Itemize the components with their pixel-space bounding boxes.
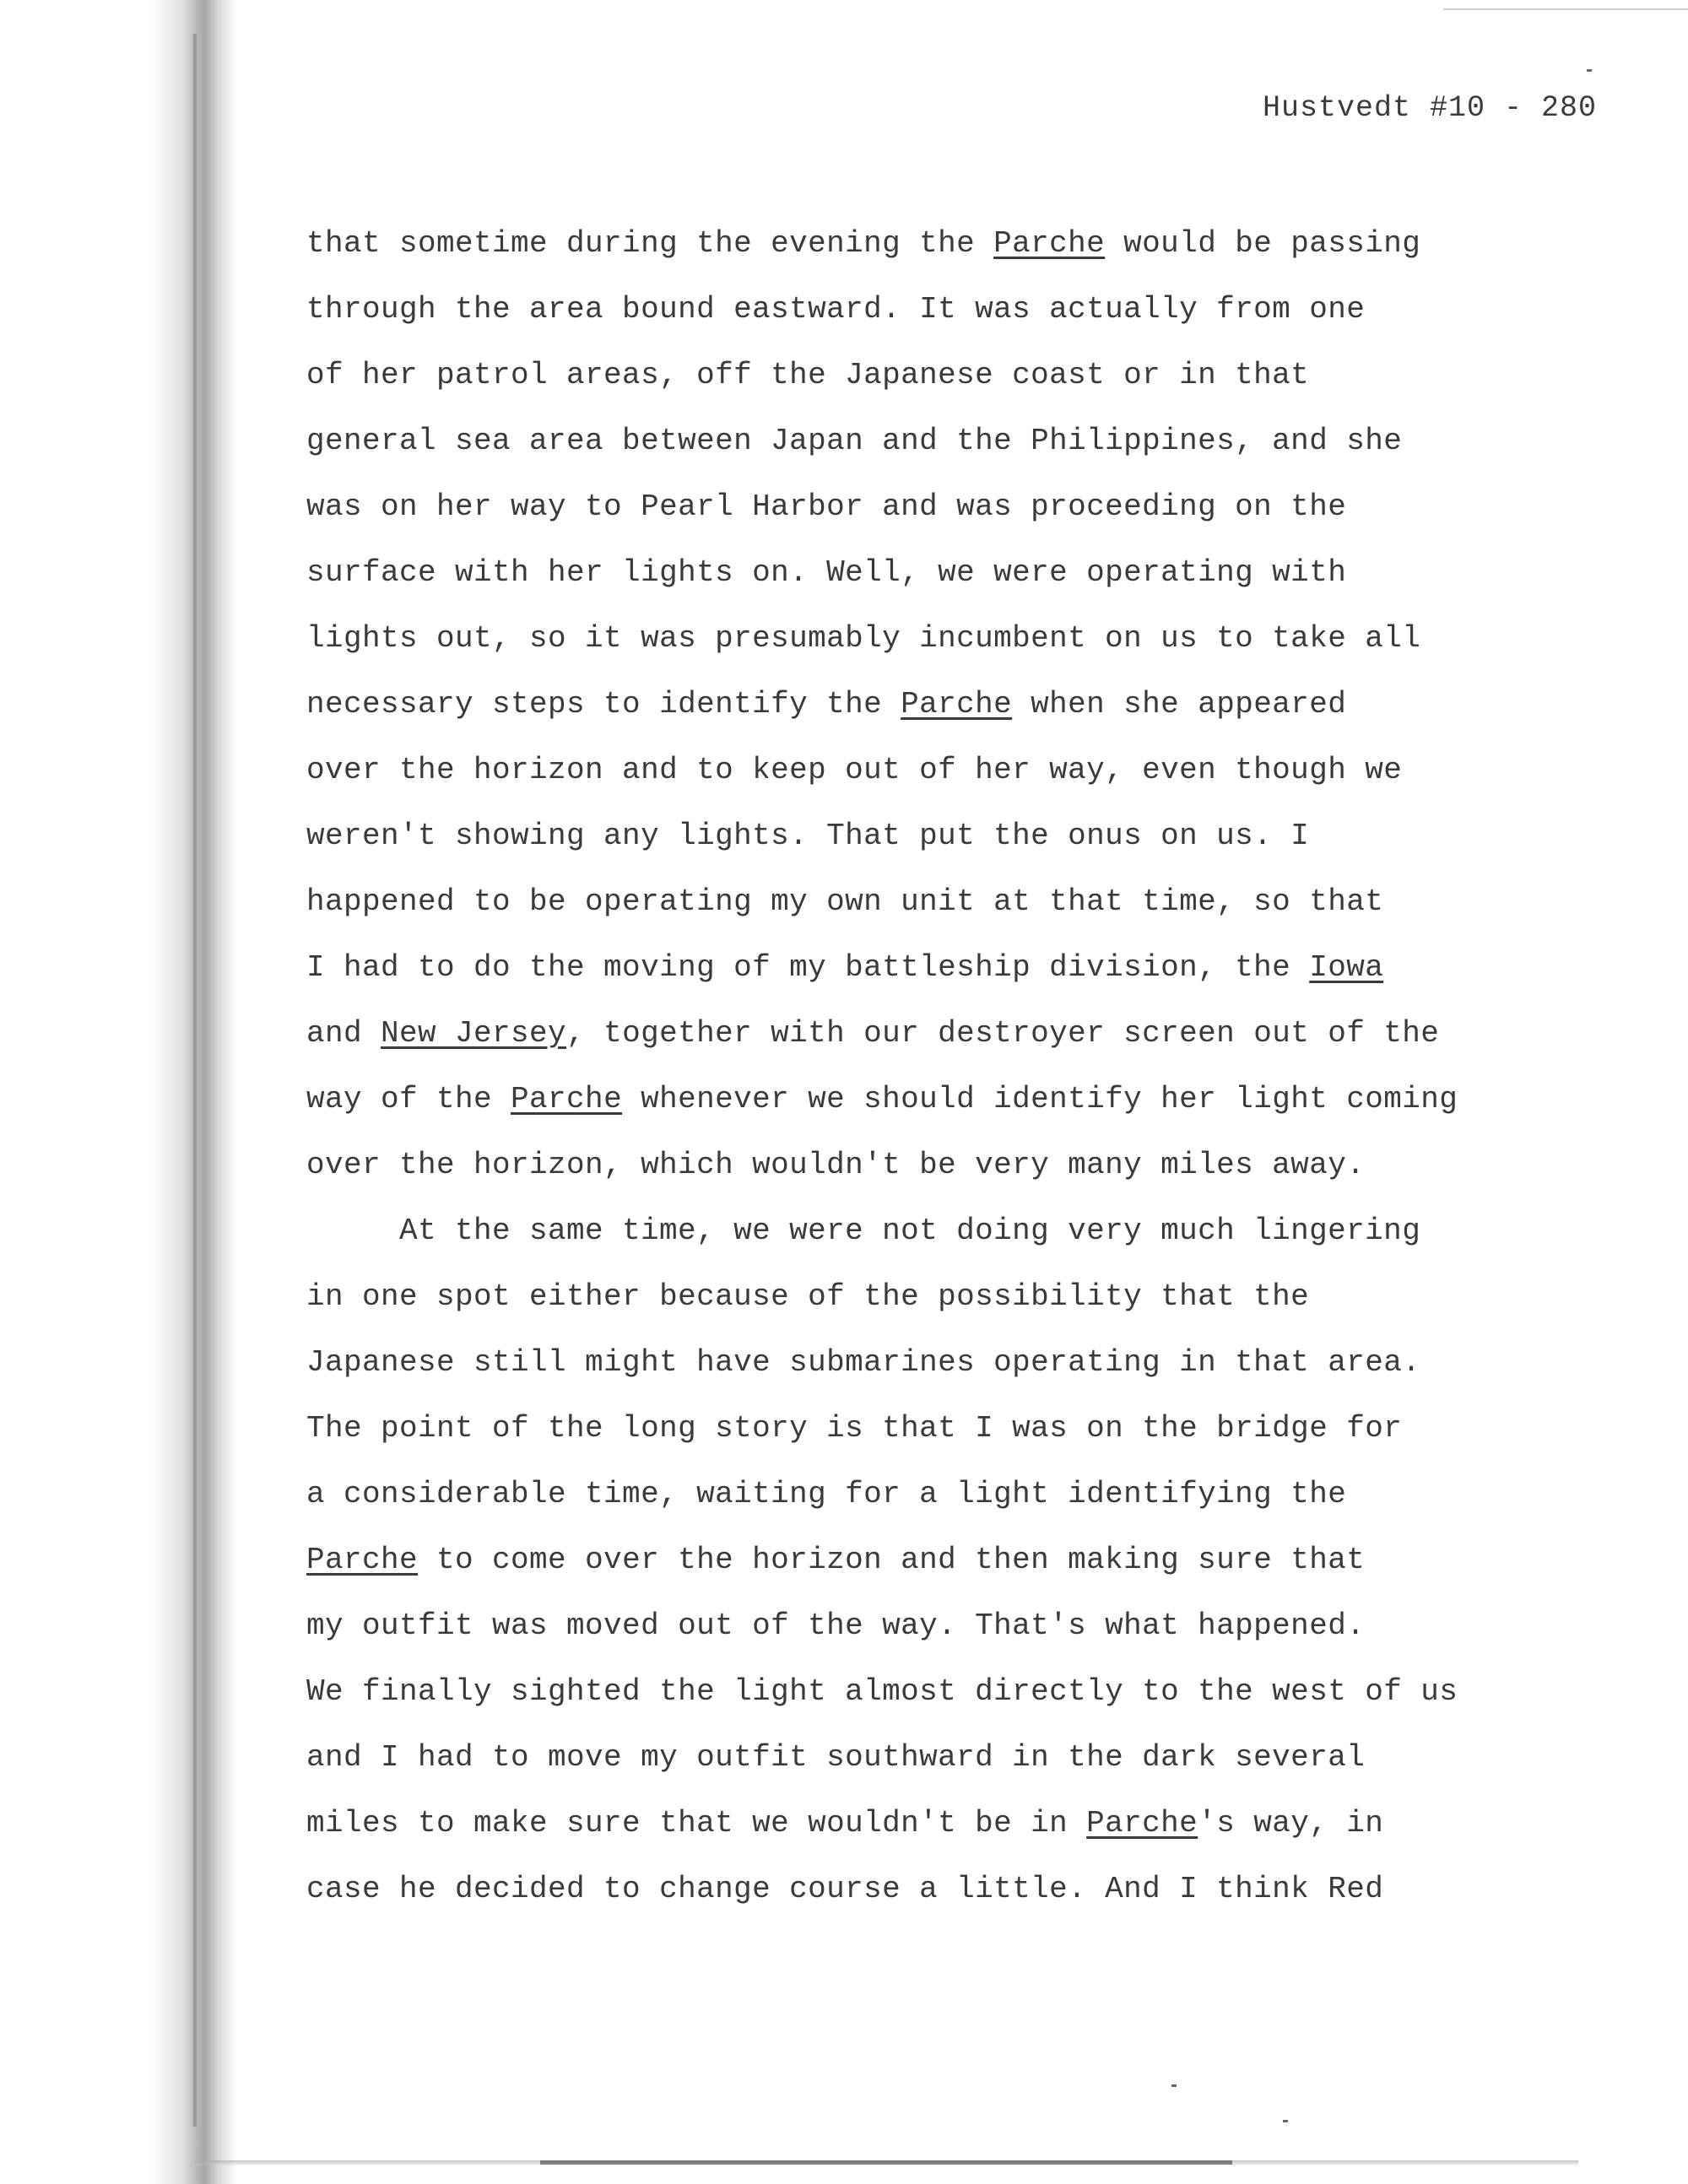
text-line: way of the Parche whenever we should identify her light coming [306,1082,1458,1116]
text-line: and I had to move my outfit southward in the dark several [306,1740,1366,1775]
text-line: happened to be operating my own unit at that time, so that [306,884,1384,919]
text-line-paragraph-start: At the same time, we were not doing very much lingering [399,1214,1421,1248]
text-line: of her patrol areas, off the Japanese coast or in that [306,358,1310,392]
transcript-body [306,211,1589,1922]
text-line: case he decided to change course a little. And I think Red [306,1872,1384,1906]
text-line: We finally sighted the light almost directly to the west of us [306,1674,1458,1709]
ship-name: Parche [901,687,1013,722]
text-line: weren't showing any lights. That put the onus on us. I [306,819,1310,853]
text-line: over the horizon, which wouldn't be very many miles away. [306,1148,1366,1182]
text-line: Japanese still might have submarines operating in that area. [306,1345,1421,1380]
speck [1171,2084,1177,2087]
ship-name: New Jersey [381,1016,567,1051]
text-line: lights out, so it was presumably incumbent on us to take all [306,621,1421,656]
page-top-edge [1443,8,1688,10]
ship-name: Parche [1086,1806,1198,1841]
page-header: Hustvedt #10 - 280 [1262,91,1597,125]
text-line: general sea area between Japan and the Philippines, and she [306,424,1403,458]
text-line: The point of the long story is that I was on the bridge for [306,1411,1403,1446]
ship-name: Iowa [1309,950,1384,985]
text-line: I had to do the moving of my battleship division, the Iowa [306,950,1384,985]
ship-name: Parche [511,1082,623,1116]
page-bottom-edge-dark [540,2160,1232,2165]
speck [1283,2120,1288,2122]
text-line: in one spot either because of the possibility that the [306,1279,1310,1314]
ship-name: Parche [993,226,1106,261]
text-line: and New Jersey, together with our destroyer screen out of the [306,1016,1440,1051]
text-line: over the horizon and to keep out of her way, even though we [306,753,1403,787]
binding-crease [192,34,197,2127]
text-line: that sometime during the evening the Parche would be passing [306,226,1421,261]
text-line: my outfit was moved out of the way. That's what happened. [306,1608,1366,1643]
text-line: through the area bound eastward. It was actually from one [306,292,1366,327]
text-line: surface with her lights on. Well, we were operating with [306,555,1347,590]
ship-name: Parche [306,1543,419,1577]
text-line: Parche to come over the horizon and then making sure that [306,1543,1366,1577]
text-line: miles to make sure that we wouldn't be in Parche's way, in [306,1806,1384,1841]
text-line: was on her way to Pearl Harbor and was proceeding on the [306,489,1347,524]
speck [1587,69,1592,72]
text-line: necessary steps to identify the Parche when she appeared [306,687,1347,722]
text-line: a considerable time, waiting for a light identifying the [306,1477,1347,1511]
